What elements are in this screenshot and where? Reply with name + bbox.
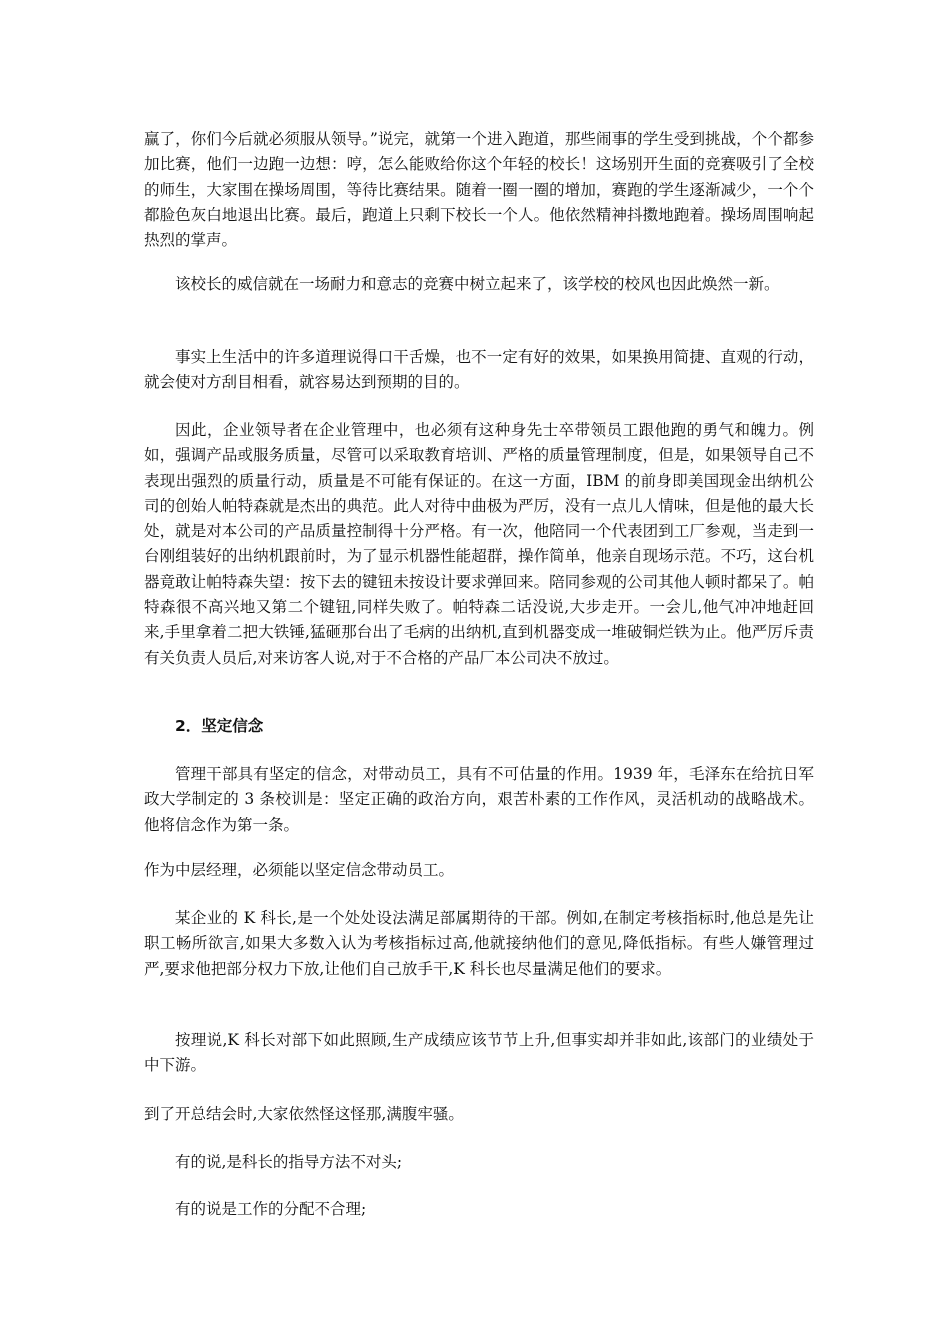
paragraph-middle-manager: 作为中层经理，必须能以坚定信念带动员工。 bbox=[144, 861, 455, 879]
paragraph-ibm-patterson: 因此，企业领导者在企业管理中，也必须有这种身先士卒带领员工跟他跑的勇气和魄力。例如，强调产品或服务质量，尽管可以采取教育培训、严格的质量管理制度，但是，如果领导自己不表现出强烈的质量行动，质量是不可能有保证的。在这一方面，IBM 的前身即美国现金出纳机公司的创始人帕特森就是杰出的典范。此人对待中曲极为严厉，没有一点儿人情味，但是他的最大长处，就是对本公司的产品质量控制得十分严格。有一次，他陪同一个代表团到工厂参观，当走到一台刚组装好的出纳机跟前时，为了显示机器性能超群，操作简单，他亲自现场示范。不巧，这台机器竟敢让帕特森失望：按下去的键钮未按设计要求弹回来。陪同参观的公司其他人顿时都呆了。帕特森很不高兴地又第二个键钮,同样失败了。帕特森二话没说,大步走开。一会儿,他气冲冲地赶回来,手里拿着二把大铁锤,猛砸那台出了毛病的出纳机,直到机器变成一堆破铜烂铁为止。他严厉斥责有关负责人员后,对来访客人说,对于不合格的产品厂本公司决不放过。 bbox=[144, 421, 814, 667]
paragraph-action-over-words: 事实上生活中的许多道理说得口干舌燥，也不一定有好的效果，如果换用简捷、直观的行动，就会使对方刮目相看，就容易达到预期的目的。 bbox=[144, 348, 814, 392]
paragraph-complaint-2: 有的说是工作的分配不合理; bbox=[175, 1200, 367, 1218]
paragraph-race-story: 赢了，你们今后就必须服从领导。”说完，就第一个进入跑道，那些闹事的学生受到挑战，个个都参加比赛，他们一边跑一边想：哼，怎么能败给你这个年轻的校长！这场别开生面的竞赛吸引了全校的师生，大家围在操场周围，等待比赛结果。随着一圈一圈的增加，赛跑的学生逐渐减少，一个个都脸色灰白地退出比赛。最后，跑道上只剩下校长一个人。他依然精神抖擞地跑着。操场周围响起热烈的掌声。 bbox=[144, 130, 814, 250]
paragraph-summary-meeting: 到了开总结会时,大家依然怪这怪那,满腹牢骚。 bbox=[144, 1105, 464, 1123]
paragraph-complaint-1: 有的说,是科长的指导方法不对头; bbox=[175, 1153, 403, 1171]
section-heading: 2．坚定信念 bbox=[175, 717, 264, 735]
paragraph-k-chief: 某企业的 K 科长,是一个处处设法满足部属期待的干部。例如,在制定考核指标时,他总是先让职工畅所欲言,如果大多数入认为考核指标过高,他就接纳他们的意见,降低指标。有些人嫌管理过严,要求他把部分权力下放,让他们自己放手干,K 科长也尽量满足他们的要求。 bbox=[144, 909, 814, 978]
paragraph-results: 按理说,K 科长对部下如此照顾,生产成绩应该节节上升,但事实却并非如此,该部门的业绩处于中下游。 bbox=[144, 1031, 814, 1075]
paragraph-firm-belief: 管理干部具有坚定的信念，对带动员工，具有不可估量的作用。1939 年，毛泽东在给抗日军政大学制定的 3 条校训是：坚定正确的政治方向，艰苦朴素的工作作风，灵活机动的战略战术。他将信念作为第一条。 bbox=[144, 765, 814, 834]
paragraph-principal-authority: 该校长的威信就在一场耐力和意志的竞赛中树立起来了，该学校的校风也因此焕然一新。 bbox=[175, 275, 780, 293]
